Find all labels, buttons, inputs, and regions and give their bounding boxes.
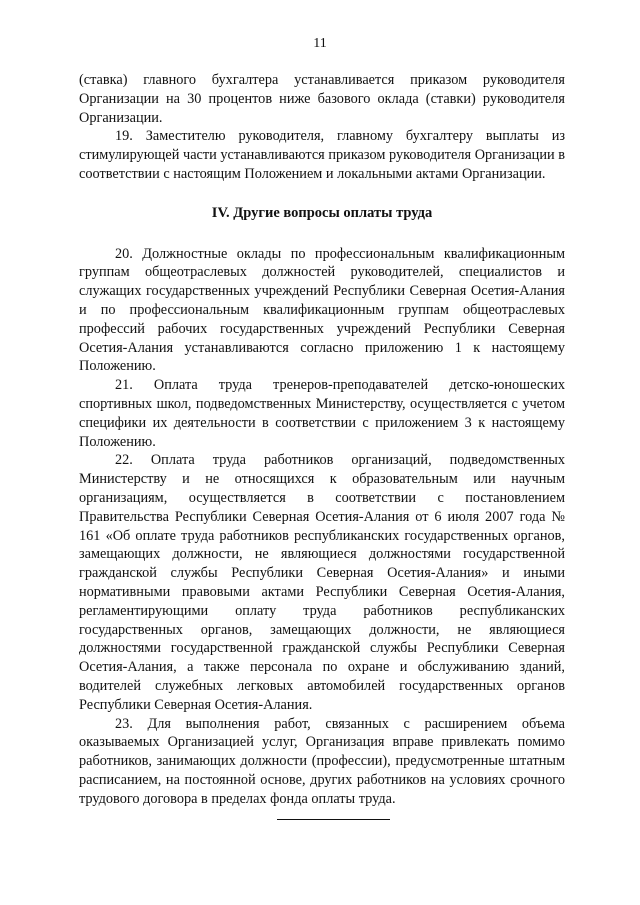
paragraph-20: 20. Должностные оклады по профессиональным квалификационным группам общеотраслевых должностей руководителей, специалистов и служащих государственных учреждений Республики Северная Осетия-Алания и по профессиональным квалификационным группам общеотраслевых профессий рабочих государственных учреждений Республики Северная Осетия-Алания устанавливаются согласно приложению 1 к настоящему Положению. <box>79 245 565 375</box>
paragraph-21: 21. Оплата труда тренеров-преподавателей детско-юношеских спортивных школ, подведомственных Министерству, осуществляется с учетом специфики их деятельности в соответствии с приложением 3 к настоящему Положению. <box>79 377 565 450</box>
paragraph-22: 22. Оплата труда работников организаций, подведомственных Министерству и не относящихся к образовательным или научным организациям, осуществляется в соответствии с постановлением Правительства Республики Северная Осетия-Алания от 6 июля 2007 года № 161 «Об оплате труда работников республиканских государственных органов, замещающих должности, не являющиеся должностями государственной гражданской службы Республики Северная Осетия-Алания» и иными нормативными правовыми актами Республики Северная Осетия-Алания, регламентирующими оплату труда работников республиканских государственных органов, замещающих должности, не являющиеся должностями государственной гражданской службы Республики Северная Осетия-Алания, а также персонала по охране и обслуживанию зданий, водителей служебных легковых автомобилей государственных органов Республики Северная Осетия-Алания. <box>79 452 565 713</box>
paragraph-continuation: (ставка) главного бухгалтера устанавливается приказом руководителя Организации на 30 процентов ниже базового оклада (ставки) руководителя Организации. <box>79 72 565 126</box>
section-heading: IV. Другие вопросы оплаты труда <box>211 204 433 221</box>
document-body <box>79 71 565 808</box>
footer-divider-line <box>277 819 390 820</box>
paragraph-19: 19. Заместителю руководителя, главному бухгалтеру выплаты из стимулирующей части устанавливаются приказом руководителя Организации в соответствии с настоящим Положением и локальными актами Организации. <box>79 128 565 182</box>
paragraph-23: 23. Для выполнения работ, связанных с расширением объема оказываемых Организацией услуг, Организация вправе привлекать помимо работников, занимающих должности (профессии), предусмотренные штатным расписанием, на постоянной основе, других работников на условиях срочного трудового договора в пределах фонда оплаты труда. <box>79 715 565 807</box>
page-number: 11 <box>313 36 327 51</box>
